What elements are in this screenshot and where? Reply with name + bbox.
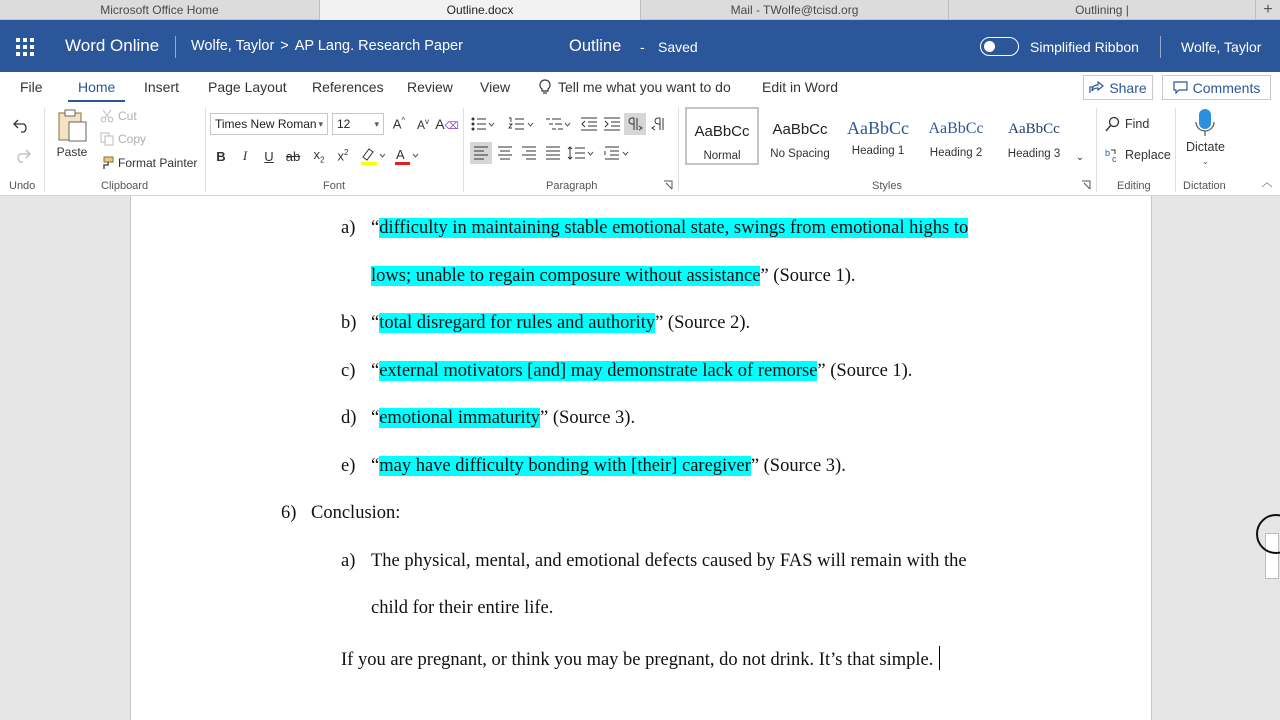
tab-insert[interactable]: Insert <box>144 79 180 95</box>
group-divider <box>463 108 464 192</box>
replace-label: Replace <box>1125 148 1171 162</box>
dialog-launcher-icon <box>663 180 673 190</box>
citation: ” (Source 3). <box>750 456 846 476</box>
format-painter-button[interactable] <box>100 156 197 170</box>
bold-icon: B <box>216 148 226 164</box>
bullet-list-icon <box>471 117 495 131</box>
paragraph-spacing-icon <box>604 146 632 160</box>
group-divider <box>1175 108 1176 192</box>
app-launcher-icon[interactable] <box>16 38 34 56</box>
redo-button[interactable] <box>11 144 33 166</box>
undo-icon <box>13 117 31 133</box>
tab-page-layout[interactable]: Page Layout <box>208 79 287 95</box>
list-item[interactable] <box>371 313 750 334</box>
font-family-value: Times New Roman <box>215 117 317 131</box>
simplified-ribbon-label: Simplified Ribbon <box>1030 39 1139 55</box>
paragraph-dialog-launcher[interactable] <box>661 178 675 192</box>
clear-formatting-icon: A⌫ <box>435 116 459 132</box>
highlighted-quote: may have difficulty bonding with [their] caregiver <box>379 456 751 476</box>
style-name: No Spacing <box>770 148 830 160</box>
cut-button[interactable] <box>100 109 137 123</box>
replace-icon <box>1105 147 1121 163</box>
list-item[interactable] <box>371 456 846 477</box>
list-item[interactable] <box>371 218 968 239</box>
styles-dialog-launcher[interactable] <box>1079 178 1093 192</box>
browser-tab[interactable]: Outlining | <box>949 0 1256 20</box>
highlighted-quote: difficulty in maintaining stable emotional state, swings from emotional highs to <box>379 218 969 238</box>
strikethrough-button[interactable] <box>282 145 304 167</box>
citation: ” (Source 1). <box>817 361 913 381</box>
justify-button[interactable] <box>542 142 564 164</box>
chevron-down-icon: ▾ <box>318 119 323 129</box>
numbered-list-icon <box>508 117 534 131</box>
multilevel-list-button[interactable] <box>544 113 572 135</box>
style-preview: AaBbCc <box>928 120 984 137</box>
style-name: Heading 1 <box>851 145 905 157</box>
left-to-right-icon <box>626 117 644 131</box>
chevron-down-icon: ⌄ <box>1201 156 1210 166</box>
align-center-button[interactable] <box>494 142 516 164</box>
underline-icon: U <box>264 148 274 164</box>
cut-label: Cut <box>118 109 137 123</box>
style-heading-2[interactable] <box>919 107 993 165</box>
styles-gallery-more-button[interactable] <box>1072 146 1088 168</box>
style-preview: AaBbCc <box>1008 121 1060 137</box>
open-quote: “ <box>371 408 380 428</box>
tell-me-search[interactable] <box>538 79 731 95</box>
closing-text: If you are pregnant, or think you may be pregnant, do not drink. It’s that simple. <box>341 650 934 670</box>
edit-in-word-button[interactable]: Edit in Word <box>762 79 838 95</box>
list-item[interactable] <box>371 408 635 429</box>
multilevel-list-icon <box>545 117 571 131</box>
open-quote: “ <box>371 456 380 476</box>
align-left-icon <box>473 146 489 160</box>
collapse-ribbon-button[interactable] <box>1259 174 1275 190</box>
copy-label: Copy <box>118 132 147 146</box>
tab-references[interactable]: References <box>312 79 384 95</box>
subscript-button[interactable] <box>308 145 330 167</box>
list-marker: a) <box>341 218 356 238</box>
breadcrumb-folder[interactable]: AP Lang. Research Paper <box>294 38 463 54</box>
closing-sentence[interactable] <box>341 646 940 671</box>
italic-button[interactable] <box>234 145 256 167</box>
svg-text:A: A <box>396 147 405 162</box>
dictation-group-label: Dictation <box>1183 180 1226 192</box>
lightbulb-icon <box>538 79 552 95</box>
group-divider <box>1096 108 1097 192</box>
highlight-color-button[interactable] <box>358 145 386 167</box>
decrease-indent-button[interactable] <box>578 113 600 135</box>
align-left-button[interactable] <box>470 142 492 164</box>
app-header <box>0 20 1280 72</box>
home-ribbon <box>0 102 1280 196</box>
breadcrumb <box>191 38 463 54</box>
comments-label: Comments <box>1192 79 1261 96</box>
bullets-button[interactable] <box>470 113 496 135</box>
editing-group-label: Editing <box>1117 180 1151 192</box>
right-to-left-icon <box>650 117 668 131</box>
align-right-button[interactable] <box>518 142 540 164</box>
ribbon-tabs <box>0 72 1280 102</box>
dictate-label: Dictate <box>1186 140 1225 154</box>
font-size-select[interactable] <box>332 113 384 135</box>
share-label: Share <box>1109 79 1147 96</box>
style-name: Normal <box>703 150 741 162</box>
rtl-button[interactable] <box>648 113 670 135</box>
document-page[interactable] <box>130 196 1152 720</box>
decrease-indent-icon <box>580 117 598 131</box>
font-color-button[interactable] <box>392 145 420 167</box>
list-marker: b) <box>341 313 357 333</box>
vertical-scrollbar[interactable] <box>1264 196 1280 720</box>
highlighted-quote: external motivators [and] may demonstrate lack of remorse <box>379 361 818 381</box>
share-button[interactable] <box>1083 75 1153 100</box>
chevron-up-icon: ︿ <box>1261 177 1273 189</box>
paste-icon <box>56 108 88 142</box>
open-quote: “ <box>371 361 380 381</box>
list-marker: c) <box>341 361 356 381</box>
browser-tab[interactable]: Mail - TWolfe@tcisd.org <box>641 0 949 20</box>
shrink-font-icon: $A^v$ <box>416 116 429 132</box>
title-dash: - <box>640 39 645 55</box>
replace-button[interactable] <box>1105 147 1171 163</box>
line-spacing-icon <box>567 146 595 160</box>
list-item[interactable] <box>371 361 912 382</box>
tab-home[interactable]: Home <box>78 79 116 95</box>
line-spacing-button[interactable] <box>566 142 596 164</box>
outline-marker: 6) <box>281 503 297 523</box>
highlighted-quote: lows; unable to regain composure without assistance <box>371 266 761 286</box>
document-canvas[interactable] <box>0 196 1280 720</box>
text-caret <box>939 646 940 670</box>
document-title[interactable]: Outline <box>569 37 622 55</box>
user-account-button[interactable]: Wolfe, Taylor <box>1181 39 1262 55</box>
increase-indent-button[interactable] <box>601 113 623 135</box>
list-marker: a) <box>341 551 356 571</box>
clear-formatting-button[interactable] <box>436 113 458 135</box>
citation: ” (Source 1). <box>760 266 856 286</box>
highlighted-quote: emotional immaturity <box>379 408 541 428</box>
font-group-label: Font <box>323 180 346 192</box>
bold-button[interactable] <box>210 145 232 167</box>
browser-tab-active[interactable]: Outline.docx <box>320 0 641 20</box>
share-icon <box>1089 81 1104 94</box>
format-painter-label: Format Painter <box>118 156 198 170</box>
paste-label: Paste <box>56 145 88 159</box>
clipboard-group-label: Clipboard <box>101 180 149 192</box>
citation: ” (Source 2). <box>655 313 751 333</box>
paragraph-group-label: Paragraph <box>546 180 598 192</box>
open-quote: “ <box>371 218 380 238</box>
group-divider <box>44 108 45 192</box>
app-name[interactable]: Word Online <box>65 36 160 55</box>
toggle-knob <box>984 41 995 52</box>
style-no-spacing[interactable] <box>763 107 837 165</box>
conclusion-point-continuation[interactable]: child for their entire life. <box>371 598 554 618</box>
conclusion-heading[interactable]: Conclusion: <box>311 503 401 523</box>
tell-me-label: Tell me what you want to do <box>558 79 731 95</box>
style-preview: AaBbCc <box>847 118 909 138</box>
redo-icon <box>13 147 31 163</box>
list-marker: e) <box>341 456 356 476</box>
ltr-button[interactable] <box>624 113 646 135</box>
list-marker: d) <box>341 408 357 428</box>
divider <box>175 36 176 58</box>
breadcrumb-owner[interactable]: Wolfe, Taylor <box>191 38 275 54</box>
style-heading-1[interactable] <box>841 107 915 165</box>
style-heading-3[interactable] <box>997 107 1071 165</box>
grow-font-icon: A^ <box>392 116 406 132</box>
comments-button[interactable] <box>1162 75 1271 100</box>
save-status: Saved <box>658 39 698 55</box>
tab-file[interactable]: File <box>20 79 43 95</box>
font-family-select[interactable] <box>210 113 328 135</box>
dialog-launcher-icon <box>1081 180 1091 190</box>
breadcrumb-separator: > <box>280 38 289 54</box>
simplified-ribbon-toggle[interactable] <box>980 37 1019 56</box>
font-color-icon <box>393 146 419 166</box>
search-icon <box>1105 116 1121 132</box>
format-painter-icon <box>100 156 114 170</box>
browser-tab[interactable]: Microsoft Office Home <box>0 0 320 20</box>
list-item-continuation[interactable] <box>371 266 855 287</box>
group-divider <box>205 108 206 192</box>
align-center-icon <box>497 146 513 160</box>
chevron-down-icon: ▾ <box>374 119 379 129</box>
superscript-icon: $x^2$ <box>337 148 349 164</box>
tab-view[interactable]: View <box>480 79 511 95</box>
paste-button[interactable] <box>56 108 88 159</box>
microphone-icon <box>1194 108 1216 138</box>
new-tab-button[interactable]: + <box>1263 1 1273 18</box>
justify-icon <box>545 146 561 160</box>
paragraph-spacing-button[interactable] <box>603 142 633 164</box>
numbering-button[interactable] <box>507 113 535 135</box>
undo-group-label: Undo <box>9 180 36 192</box>
style-name: Heading 2 <box>929 147 983 159</box>
scissors-icon <box>100 109 114 123</box>
font-size-value: 12 <box>337 117 351 131</box>
undo-button[interactable] <box>11 114 33 136</box>
style-preview: AaBbCc <box>772 121 828 138</box>
shrink-font-button[interactable] <box>412 113 434 135</box>
divider <box>1160 36 1161 58</box>
strikethrough-icon: ab <box>285 148 301 164</box>
highlighted-quote: total disregard for rules and authority <box>379 313 656 333</box>
subscript-icon: $x_2$ <box>313 147 325 165</box>
highlighter-icon <box>359 146 385 166</box>
browser-tab-strip <box>0 0 1280 20</box>
styles-group-label: Styles <box>872 180 902 192</box>
increase-indent-icon <box>603 117 621 131</box>
style-normal[interactable] <box>685 107 759 165</box>
superscript-button[interactable] <box>332 145 354 167</box>
tab-review[interactable]: Review <box>407 79 453 95</box>
comment-icon <box>1173 81 1188 94</box>
conclusion-point[interactable]: The physical, mental, and emotional defects caused by FAS will remain with the <box>371 551 967 571</box>
citation: ” (Source 3). <box>540 408 636 428</box>
open-quote: “ <box>371 313 380 333</box>
group-divider <box>678 108 679 192</box>
chevron-down-icon: ⌄ <box>1075 151 1085 163</box>
dictate-button[interactable] <box>1186 108 1225 167</box>
copy-icon <box>100 132 114 146</box>
grow-font-button[interactable] <box>388 113 410 135</box>
svg-text:c: c <box>1112 154 1117 163</box>
align-right-icon <box>521 146 537 160</box>
copy-button[interactable] <box>100 132 146 146</box>
underline-button[interactable] <box>258 145 280 167</box>
style-name: Heading 3 <box>1007 148 1061 160</box>
svg-text:b: b <box>1105 148 1111 158</box>
find-button[interactable] <box>1105 116 1149 132</box>
find-label: Find <box>1125 117 1150 131</box>
style-preview: AaBbCc <box>694 123 750 140</box>
italic-icon: I <box>242 148 248 163</box>
